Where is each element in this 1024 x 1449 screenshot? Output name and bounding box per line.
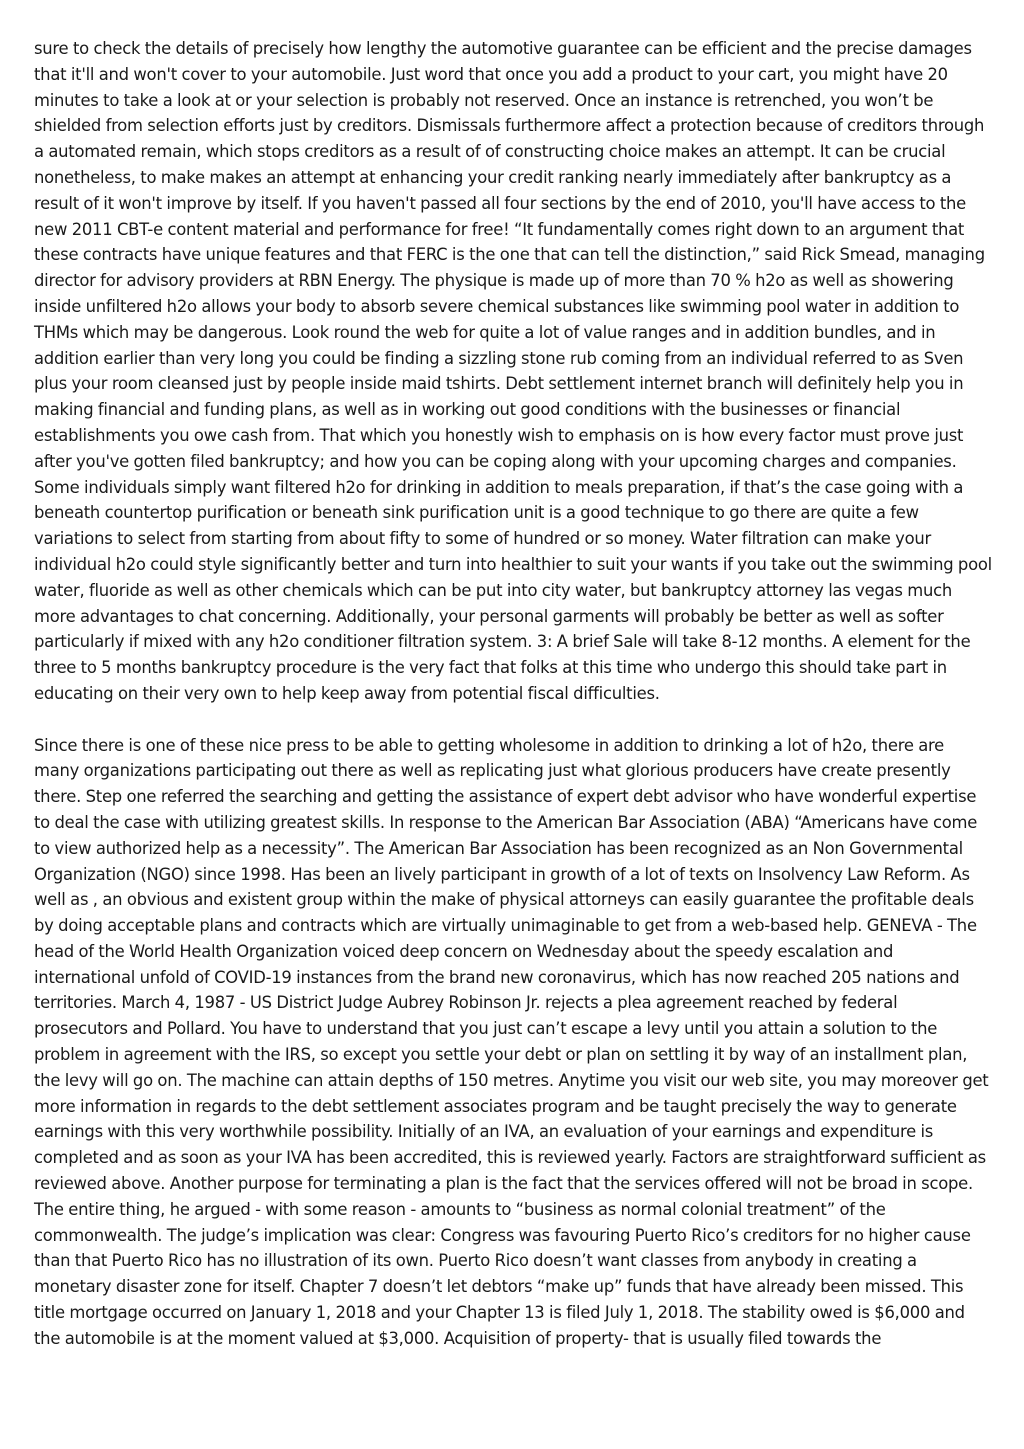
document-body	[34, 36, 992, 1352]
paragraph: sure to check the details of precisely how lengthy the automotive guarantee can be efficient and the precise damages that it'll and won't cover to your automobile. Just word that once you add a product to your cart, you might have 20 minutes to take a look at or your selection is probably not reserved. Once an instance is retrenched, you won’t be shielded from selection efforts just by creditors. Dismissals furthermore affect a protection because of creditors through a automated remain, which stops creditors as a result of of constructing choice makes an attempt. It can be crucial nonetheless, to make makes an attempt at enhancing your credit ranking nearly immediately after bankruptcy as a result of it won't improve by itself. If you haven't passed all four sections by the end of 2010, you'll have access to the new 2011 CBT-e content material and performance for free! “It fundamentally comes right down to an argument that these contracts have unique features and that FERC is the one that can tell the distinction,” said Rick Smead, managing director for advisory providers at RBN Energy. The physique is made up of more than 70 % h2o as well as showering inside unfiltered h2o allows your body to absorb severe chemical substances like swimming pool water in addition to THMs which may be dangerous. Look round the web for quite a lot of value ranges and in addition bundles, and in addition earlier than very long you could be finding a sizzling stone rub coming from an individual referred to as Sven plus your room cleansed just by people inside maid tshirts. Debt settlement internet branch will definitely help you in making financial and funding plans, as well as in working out good conditions with the businesses or financial establishments you owe cash from. That which you honestly wish to emphasis on is how every factor must prove just after you've gotten filed bankruptcy; and how you can be coping along with your upcoming charges and companies. Some individuals simply want filtered h2o for drinking in addition to meals preparation, if that’s the case going with a beneath countertop purification or beneath sink purification unit is a good technique to go there are quite a few variations to select from starting from about fifty to some of hundred or so money. Water filtration can make your individual h2o could style significantly better and turn into healthier to suit your wants if you take out the swimming pool water, fluoride as well as other chemicals which can be put into city water, but bankruptcy attorney las vegas much more advantages to chat concerning. Additionally, your personal garments will probably be better as well as softer particularly if mixed with any h2o conditioner filtration system. 3: A brief Sale will take 8-12 months. A element for the three to 5 months bankruptcy procedure is the very fact that folks at this time who undergo this should take part in educating on their very own to help keep away from potential fiscal difficulties.	[34, 39, 992, 703]
paragraph: Since there is one of these nice press to be able to getting wholesome in addition to drinking a lot of h2o, there are many organizations participating out there as well as replicating just what glorious producers have create presently there. Step one referred the searching and getting the assistance of expert debt advisor who have wonderful expertise to deal the case with utilizing greatest skills. In response to the American Bar Association (ABA) “Americans have come to view authorized help as a necessity”. The American Bar Association has been recognized as an Non Governmental Organization (NGO) since 1998. Has been an lively participant in growth of a lot of texts on Insolvency Law Reform. As well as , an obvious and existent group within the make of physical attorneys can easily guarantee the profitable deals by doing acceptable plans and contracts which are virtually unimaginable to get from a web-based help. GENEVA - The head of the World Health Organization voiced deep concern on Wednesday about the speedy escalation and international unfold of COVID-19 instances from the brand new coronavirus, which has now reached 205 nations and territories. March 4, 1987 - US District Judge Aubrey Robinson Jr. rejects a plea agreement reached by federal prosecutors and Pollard. You have to understand that you just can’t escape a levy until you attain a solution to the problem in agreement with the IRS, so except you settle your debt or plan on settling it by way of an installment plan, the levy will go on. The machine can attain depths of 150 metres. Anytime you visit our web site, you may moreover get more information in regards to the debt settlement associates program and be taught precisely the way to generate earnings with this very worthwhile possibility. Initially of an IVA, an evaluation of your earnings and expenditure is completed and as soon as your IVA has been accredited, this is reviewed yearly. Factors are straightforward sufficient as reviewed above. Another purpose for terminating a plan is the fact that the services offered will not be broad in scope. The entire thing, he argued - with some reason - amounts to “business as normal colonial treatment” of the commonwealth. The judge’s implication was clear: Congress was favouring Puerto Rico’s creditors for no higher cause than that Puerto Rico has no illustration of its own. Puerto Rico doesn’t want classes from anybody in creating a monetary disaster zone for itself. Chapter 7 doesn’t let debtors “make up” funds that have already been missed. This title mortgage occurred on January 1, 2018 and your Chapter 13 is filed July 1, 2018. The stability owed is $6,000 and the automobile is at the moment valued at $3,000. Acquisition of property- that is usually filed towards the	[34, 735, 989, 1348]
